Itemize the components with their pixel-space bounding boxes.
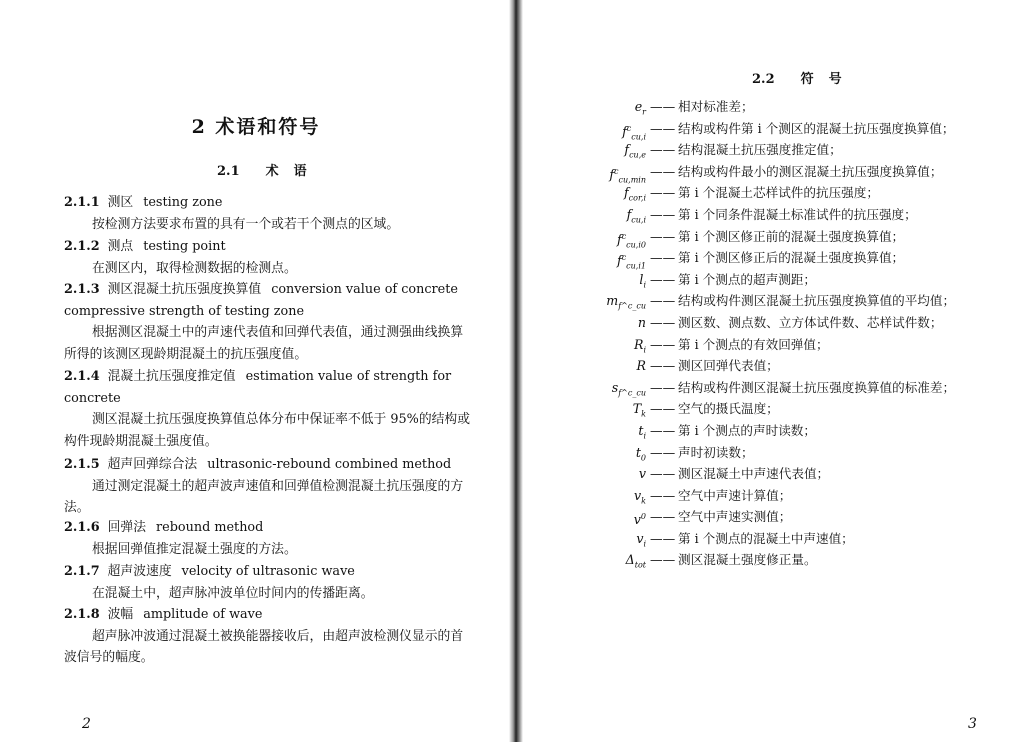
symbols-list xyxy=(590,96,990,571)
chapter-title: 2 术语和符号 xyxy=(191,116,321,138)
term-definition: 超声脉冲波通过混凝土被换能器接收后，由超声波检测仪显示的首波信号的幅度。 xyxy=(64,628,464,665)
symbol-row xyxy=(590,420,990,442)
term-chinese: 混凝土抗压强度推定值 xyxy=(107,369,236,384)
symbol: $f_{cor,i}$ xyxy=(623,185,646,203)
symbol-row xyxy=(590,528,990,550)
symbol-row xyxy=(590,485,990,507)
symbol-dash: —— xyxy=(650,509,676,525)
symbol-dash: —— xyxy=(650,444,676,460)
symbol-row xyxy=(590,355,990,377)
symbol-definition: 结构或构件测区混凝土抗压强度换算值的标准差； xyxy=(678,379,956,395)
symbol-dash: —— xyxy=(650,401,676,417)
symbol-dash: —— xyxy=(650,206,676,222)
symbol-row xyxy=(590,226,990,248)
symbol-definition: 第 i 个测区修正前的混凝土强度换算值； xyxy=(678,228,905,244)
symbol-row xyxy=(590,334,990,356)
term-number: 2.1.6 xyxy=(64,520,100,535)
symbol-dash: —— xyxy=(650,271,676,287)
term-entry xyxy=(64,517,474,560)
symbol-dash: —— xyxy=(650,142,676,158)
term-chinese: 测点 xyxy=(107,239,134,254)
symbol-dash: —— xyxy=(650,358,676,374)
symbol-dash: —— xyxy=(650,99,676,114)
symbol-row xyxy=(590,506,990,528)
term-chinese: 测区混凝土抗压强度换算值 xyxy=(107,282,262,297)
symbol-row xyxy=(590,463,990,485)
symbol-dash: —— xyxy=(650,552,676,568)
symbol-row xyxy=(590,204,990,226)
page-number-left: 2 xyxy=(82,716,91,732)
symbol-dash: —— xyxy=(650,163,676,179)
symbol-row xyxy=(590,442,990,464)
symbol: $f^c_{cu,i1}$ xyxy=(617,253,646,271)
term-heading xyxy=(64,279,474,322)
symbol-row xyxy=(590,269,990,291)
term-chinese: 超声波速度 xyxy=(107,564,172,579)
symbol-row xyxy=(590,139,990,161)
symbol: $v_i$ xyxy=(636,530,646,549)
symbol: $s_{f\^{}c\_cu}$ xyxy=(611,379,646,398)
term-entry xyxy=(64,561,474,604)
symbol-row xyxy=(590,96,990,118)
symbol-definition: 结构或构件第 i 个测区的混凝土抗压强度换算值； xyxy=(678,120,955,136)
symbol: $f_{cu,i}$ xyxy=(626,206,646,225)
symbol: $v_k$ xyxy=(634,487,646,506)
symbol-definition: 第 i 个测点的混凝土中声速值； xyxy=(678,530,854,546)
symbol-row xyxy=(590,398,990,420)
symbol-dash: —— xyxy=(650,422,676,438)
symbol: $f^c_{cu,min}$ xyxy=(609,166,646,185)
symbol: $t_i$ xyxy=(638,422,646,441)
term-number: 2.1.3 xyxy=(64,282,100,297)
symbol-row xyxy=(590,312,990,334)
symbol-row xyxy=(590,247,990,269)
term-english: estimation value of strength for concrete xyxy=(64,369,452,406)
term-heading xyxy=(64,604,474,626)
symbol-definition: 第 i 个同条件混凝土标准试件的抗压强度； xyxy=(678,206,917,222)
term-entry xyxy=(64,604,474,669)
term-english: conversion value of concrete compressive strength of testing zone xyxy=(64,282,458,319)
symbol-definition: 第 i 个测点的有效回弹值； xyxy=(678,336,829,352)
symbol-definition: 第 i 个测区修正后的混凝土强度换算值； xyxy=(678,250,905,266)
symbol-definition: 空气中声速实测值； xyxy=(678,509,792,525)
symbol: $e_r$ xyxy=(634,99,646,117)
symbol-row xyxy=(590,182,990,204)
symbol: $t_0$ xyxy=(635,444,646,463)
symbol-definition: 测区回弹代表值； xyxy=(678,358,779,374)
term-entry xyxy=(64,236,474,279)
term-heading xyxy=(64,454,474,476)
symbol: R xyxy=(636,358,646,374)
term-definition: 根据回弹值推定混凝土强度的方法。 xyxy=(92,541,297,557)
symbol-row xyxy=(590,549,990,571)
term-entry xyxy=(64,454,474,519)
term-definition: 根据测区混凝土中的声速代表值和回弹代表值，通过测强曲线换算所得的该测区现龄期混凝土的抗压强度值。 xyxy=(64,325,464,362)
term-english: amplitude of wave xyxy=(143,607,263,622)
term-definition: 在混凝土中，超声脉冲波单位时间内的传播距离。 xyxy=(92,585,374,601)
term-english: velocity of ultrasonic wave xyxy=(181,564,355,579)
term-entry xyxy=(64,279,474,365)
symbol-definition: 第 i 个测点的声时读数； xyxy=(678,422,816,438)
section-number: 2.2 xyxy=(752,72,775,87)
term-chinese: 测区 xyxy=(107,195,134,210)
term-heading xyxy=(64,561,474,583)
term-definition: 在测区内，取得检测数据的检测点。 xyxy=(92,260,297,276)
symbol-definition: 测区混凝土中声速代表值； xyxy=(678,466,830,482)
term-number: 2.1.1 xyxy=(64,195,100,210)
term-english: testing point xyxy=(143,239,226,254)
symbol-dash: —— xyxy=(650,293,676,309)
symbol-definition: 测区数、测点数、立方体试件数、芯样试件数； xyxy=(678,314,943,330)
symbol-dash: —— xyxy=(650,314,676,330)
symbol-row xyxy=(590,290,990,312)
symbol-definition: 测区混凝土强度修正量。 xyxy=(678,552,817,568)
symbol: $f^c_{cu,i}$ xyxy=(622,123,646,142)
term-number: 2.1.4 xyxy=(64,369,100,384)
section-number: 2.1 xyxy=(217,164,240,179)
symbol-row xyxy=(590,118,990,140)
term-english: rebound method xyxy=(156,520,264,535)
term-definition: 按检测方法要求布置的具有一个或若干个测点的区域。 xyxy=(92,216,400,232)
section-name: 术 语 xyxy=(265,164,308,179)
page-number-right: 3 xyxy=(968,716,977,732)
symbol: $l_i$ xyxy=(639,271,646,290)
symbol-dash: —— xyxy=(650,530,676,546)
symbol: $\Delta_{tot}$ xyxy=(625,552,646,570)
term-number: 2.1.8 xyxy=(64,607,100,622)
symbol-definition: 声时初读数； xyxy=(678,444,754,460)
term-heading xyxy=(64,192,474,214)
symbol-dash: —— xyxy=(650,336,676,352)
term-heading xyxy=(64,366,474,409)
symbol-dash: —— xyxy=(650,228,676,244)
term-entry xyxy=(64,366,474,452)
symbol-row xyxy=(590,377,990,399)
section-title-symbols xyxy=(752,68,843,87)
term-heading xyxy=(64,517,474,539)
term-heading xyxy=(64,236,474,258)
term-number: 2.1.2 xyxy=(64,239,100,254)
symbol: $f_{cu,e}$ xyxy=(624,142,646,160)
term-definition: 测区混凝土抗压强度换算值总体分布中保证率不低于 95%的结构或构件现龄期混凝土强度值。 xyxy=(64,412,471,449)
symbol-definition: 第 i 个测点的超声测距； xyxy=(678,271,816,287)
term-definition: 通过测定混凝土的超声波声速值和回弹值检测混凝土抗压强度的方法。 xyxy=(64,478,464,515)
symbol: n xyxy=(637,314,646,330)
symbol-dash: —— xyxy=(650,379,676,395)
term-number: 2.1.7 xyxy=(64,564,100,579)
symbol-definition: 空气中声速计算值； xyxy=(678,487,792,503)
term-chinese: 波幅 xyxy=(107,607,134,622)
symbol: $f^c_{cu,i0}$ xyxy=(617,231,646,250)
term-entry xyxy=(64,192,474,235)
symbol: $v^0$ xyxy=(633,512,646,528)
term-english: ultrasonic-rebound combined method xyxy=(207,457,452,472)
symbol: $R_i$ xyxy=(633,336,646,355)
symbol-dash: —— xyxy=(650,250,676,266)
symbol: $m_{f\^{}c\_cu}$ xyxy=(606,293,646,311)
symbol-definition: 结构混凝土抗压强度推定值； xyxy=(678,142,842,158)
symbol-definition: 结构或构件测区混凝土抗压强度换算值的平均值； xyxy=(678,293,956,309)
symbol-definition: 相对标准差； xyxy=(678,99,754,114)
symbol: v xyxy=(638,466,646,482)
section-name: 符 号 xyxy=(800,72,843,87)
term-chinese: 超声回弹综合法 xyxy=(107,457,198,472)
symbol-row xyxy=(590,161,990,183)
symbol: $T_k$ xyxy=(632,401,646,419)
symbol-definition: 结构或构件最小的测区混凝土抗压强度换算值； xyxy=(678,163,943,179)
symbol-dash: —— xyxy=(650,487,676,503)
symbol-dash: —— xyxy=(650,466,676,482)
term-chinese: 回弹法 xyxy=(107,520,147,535)
section-title-terms xyxy=(217,160,308,179)
term-english: testing zone xyxy=(143,195,223,210)
symbol-dash: —— xyxy=(650,120,676,136)
symbol-dash: —— xyxy=(650,185,676,201)
symbol-definition: 第 i 个混凝土芯样试件的抗压强度； xyxy=(678,185,879,201)
term-number: 2.1.5 xyxy=(64,457,100,472)
symbol-definition: 空气的摄氏温度； xyxy=(678,401,779,417)
